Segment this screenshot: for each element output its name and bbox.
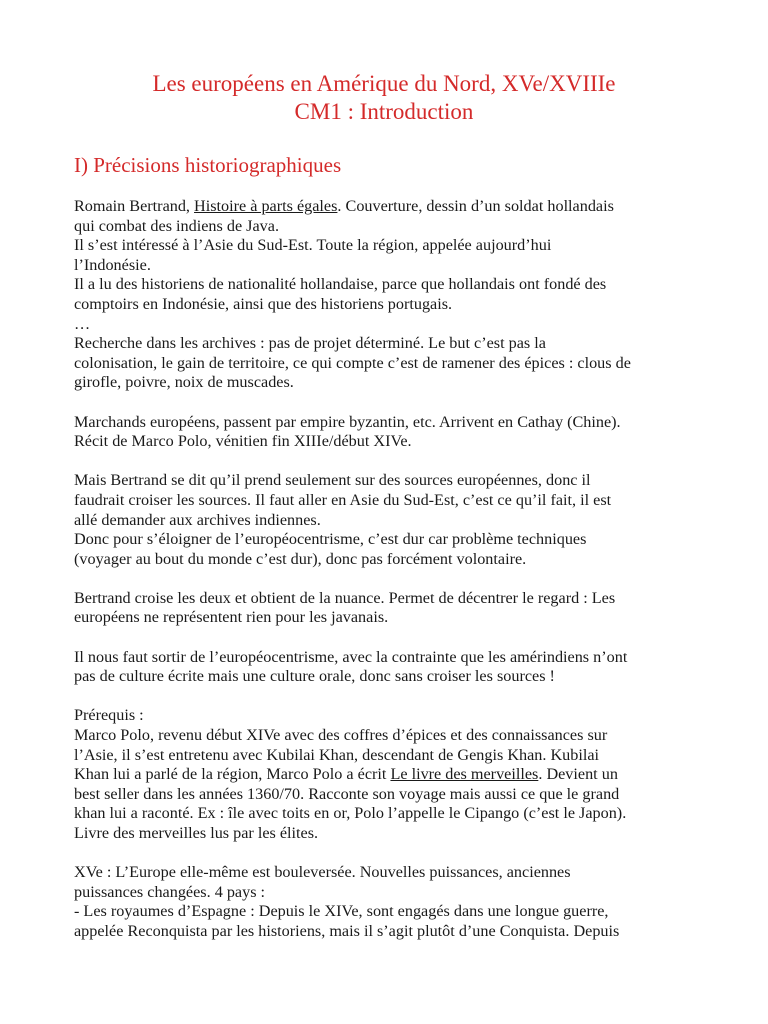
- paragraph-line: …: [74, 314, 91, 333]
- text-run: . Couverture, dessin d’un soldat hollandais: [337, 197, 614, 215]
- paragraph-spacer: [74, 844, 714, 864]
- paragraph-line: allé demander aux archives indiennes.: [74, 510, 321, 529]
- paragraph-spacer: [74, 452, 714, 472]
- paragraph-line: (voyager au bout du monde c’est dur), donc pas forcément volontaire.: [74, 549, 527, 568]
- paragraph-line: Bertrand croise les deux et obtient de la nuance. Permet de décentrer le regard : Les: [74, 588, 616, 607]
- paragraph-line: européens ne représentent rien pour les javanais.: [74, 608, 389, 627]
- paragraph-line: Il a lu des historiens de nationalité hollandaise, parce que hollandais ont fondé des: [74, 275, 607, 294]
- paragraph-line: Marchands européens, passent par empire byzantin, etc. Arrivent en Cathay (Chine).: [74, 412, 621, 431]
- paragraph-line: colonisation, le gain de territoire, ce qui compte c’est de ramener des épices : clous de: [74, 353, 631, 372]
- paragraph-line: [74, 197, 714, 217]
- paragraph-line: puissances changées. 4 pays :: [74, 882, 266, 901]
- text-run: Khan lui a parlé de la région, Marco Polo a écrit: [74, 765, 391, 784]
- paragraph-line: [74, 765, 714, 785]
- paragraph-line: Récit de Marco Polo, vénitien fin XIIIe/début XIVe.: [74, 432, 412, 451]
- paragraph-spacer: [74, 569, 714, 589]
- title-line-2: CM1 : Introduction: [294, 99, 474, 124]
- paragraph-line: XVe : L’Europe elle-même est bouleversée. Nouvelles puissances, anciennes: [74, 863, 571, 882]
- paragraph-line: Marco Polo, revenu début XIVe avec des coffres d’épices et des connaissances sur: [74, 726, 608, 745]
- paragraph-line: best seller dans les années 1360/70. Racconte son voyage mais aussi ce que le grand: [74, 784, 620, 803]
- paragraph-line: comptoirs en Indonésie, ainsi que des historiens portugais.: [74, 294, 453, 313]
- book-title-underlined: Le livre des merveilles: [390, 765, 539, 784]
- paragraph-line: - Les royaumes d’Espagne : Depuis le XIVe, sont engagés dans une longue guerre,: [74, 902, 609, 921]
- paragraph-spacer: [74, 687, 714, 707]
- paragraph-line: Prérequis :: [74, 706, 144, 725]
- paragraph-line: girofle, poivre, noix de muscades.: [74, 373, 294, 392]
- paragraph-line: Il s’est intéressé à l’Asie du Sud-Est. Toute la région, appelée aujourd’hui: [74, 236, 552, 255]
- paragraph-line: Mais Bertrand se dit qu’il prend seulement sur des sources européennes, donc il: [74, 471, 591, 490]
- body-text: [74, 197, 714, 942]
- paragraph-spacer: [74, 628, 714, 648]
- paragraph-line: Recherche dans les archives : pas de projet déterminé. Le but c’est pas la: [74, 334, 546, 353]
- paragraph-line: qui combat des indiens de Java.: [74, 216, 279, 235]
- book-title-underlined: Histoire à parts égales: [194, 197, 338, 215]
- paragraph-line: l’Indonésie.: [74, 255, 151, 274]
- document-title: [0, 70, 768, 126]
- paragraph-line: l’Asie, il s’est entretenu avec Kubilai Khan, descendant de Gengis Khan. Kubilai: [74, 745, 600, 764]
- section-heading: I) Précisions historiographiques: [74, 153, 342, 177]
- paragraph-spacer: [74, 393, 714, 413]
- text-run: . Devient un: [538, 765, 618, 784]
- paragraph-line: khan lui a raconté. Ex : île avec toits en or, Polo l’appelle le Cipango (c’est le Japon).: [74, 804, 627, 823]
- paragraph-line: Il nous faut sortir de l’européocentrisme, avec la contrainte que les amérindiens n’ont: [74, 647, 628, 666]
- paragraph-line: appelée Reconquista par les historiens, mais il s’agit plutôt d’une Conquista. Depuis: [74, 921, 620, 940]
- paragraph-line: Donc pour s’éloigner de l’européocentrisme, c’est dur car problème techniques: [74, 530, 587, 549]
- paragraph-line: Livre des merveilles lus par les élites.: [74, 824, 319, 842]
- paragraph-line: pas de culture écrite mais une culture orale, donc sans croiser les sources !: [74, 667, 555, 686]
- text-run: Romain Bertrand,: [74, 197, 195, 215]
- title-line-1: Les européens en Amérique du Nord, XVe/XVIIIe: [152, 71, 616, 96]
- paragraph-line: faudrait croiser les sources. Il faut aller en Asie du Sud-Est, c’est ce qu’il fait, il est: [74, 490, 612, 509]
